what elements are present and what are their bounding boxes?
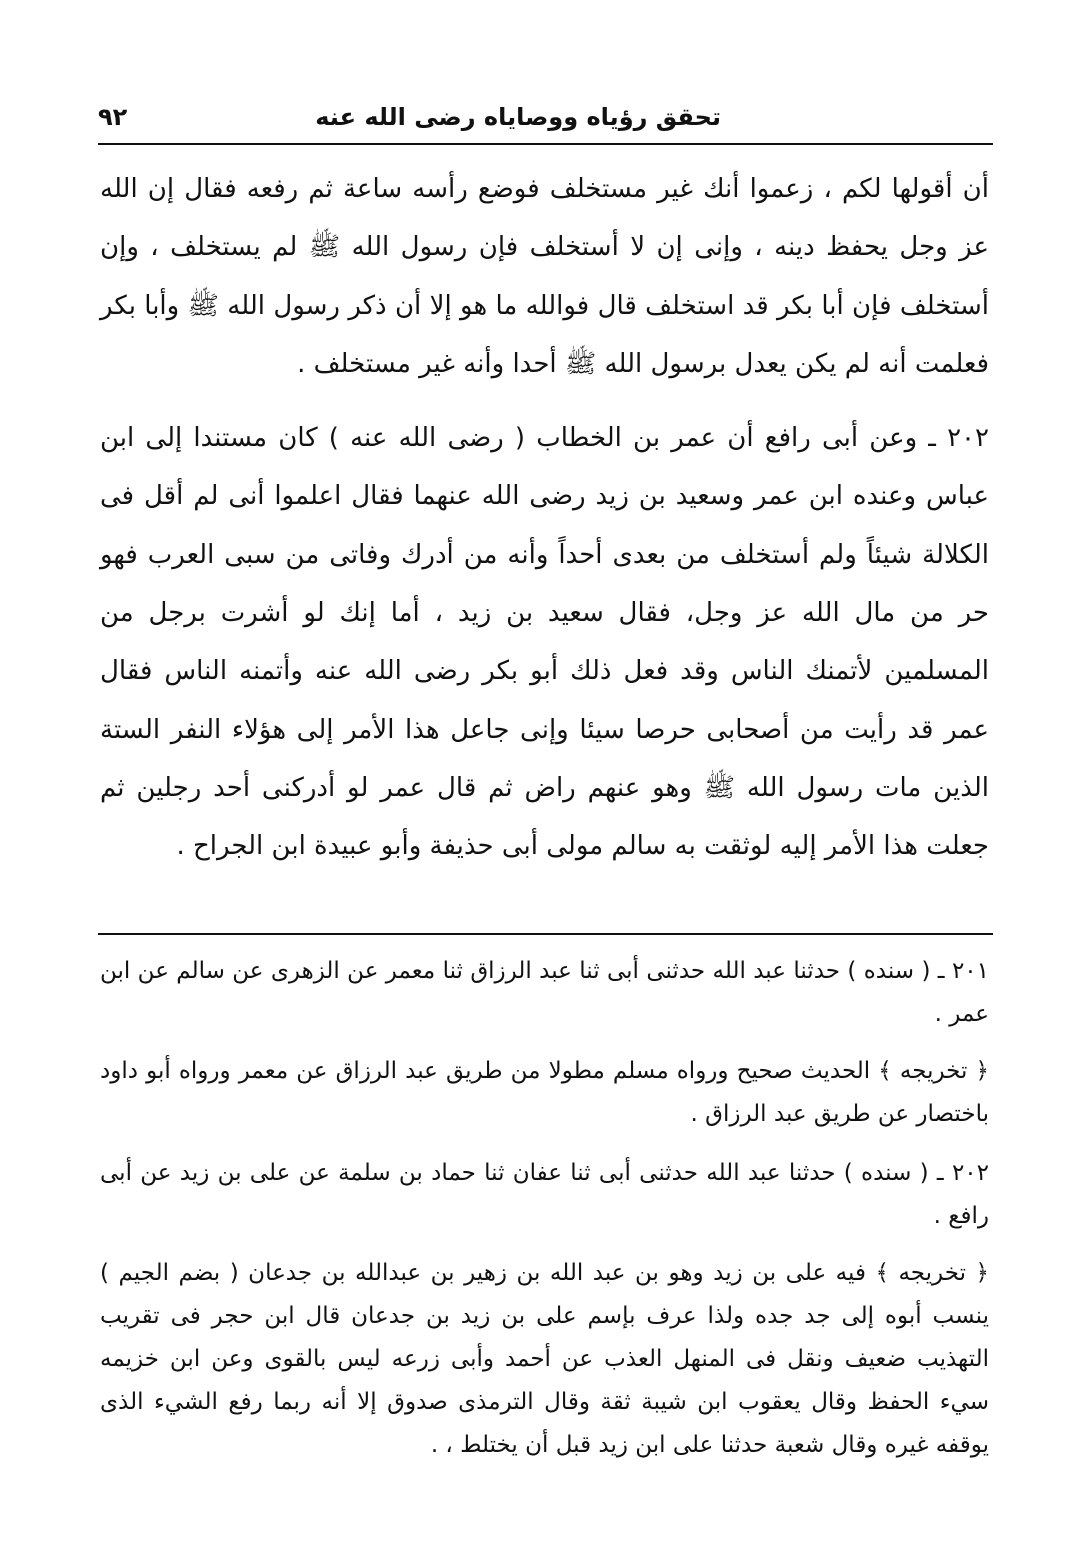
header-rule	[98, 143, 993, 145]
footnote-201-sanad: ٢٠١ ـ ( سنده ) حدثنا عبد الله حدثنى أبى ثنا عبد الرزاق ثنا معمر عن الزهرى عن سالم عن ابن عمر .	[100, 958, 989, 1027]
footnotes	[100, 950, 989, 1467]
page-number: ٩٢	[98, 103, 128, 131]
main-paragraph-1: أن أقولها لكم ، زعموا أنك غير مستخلف فوضع رأسه ساعة ثم رفعه فقال إن الله عز وجل يحفظ دينه ، وإنى إن لا أستخلف فإن رسول الله ﷺ لم يستخلف ، وإن أستخلف فإن أبا بكر قد استخلف قال فوالله ما هو إلا أن ذكر رسول الله ﷺ وأبا بكر فعلمت أنه لم يكن يعدل برسول الله ﷺ أحدا وأنه غير مستخلف .	[100, 174, 989, 379]
footnote-divider	[98, 933, 993, 935]
footnote-202-sanad: ٢٠٢ ـ ( سنده ) حدثنا عبد الله حدثنى أبى ثنا عفان ثنا حماد بن سلمة عن على بن زيد عن أبى رافع .	[100, 1160, 989, 1229]
main-text	[100, 160, 989, 876]
page-header	[98, 95, 991, 139]
running-title: تحقق رؤياه ووصاياه رضى الله عنه	[315, 103, 721, 131]
footnote-201-takhrij: ﴿ تخريجه ﴾ الحديث صحيح ورواه مسلم مطولا من طريق عبد الرزاق عن معمر ورواه أبو داود باختصار عن طريق عبد الرزاق .	[100, 1058, 989, 1127]
main-paragraph-2: ٢٠٢ ـ وعن أبى رافع أن عمر بن الخطاب ( رضى الله عنه ) كان مستندا إلى ابن عباس وعنده ابن عمر وسعيد بن زيد رضى الله عنهما فقال اعلموا أنى لم أقل فى الكلالة شيئاً ولم أستخلف من بعدى أحداً وأنه من أدرك وفاتى من سبى العرب فهو حر من مال الله عز وجل، فقال سعيد بن زيد ، أما إنك لو أشرت برجل من المسلمين لأتمنك الناس وقد فعل ذلك أبو بكر رضى الله عنه وأتمنه الناس فقال عمر قد رأيت من أصحابى حرصا سيئا وإنى جاعل هذا الأمر إلى هؤلاء النفر الستة الذين مات رسول الله ﷺ وهو عنهم راض ثم قال عمر لو أدركنى أحد رجلين ثم جعلت هذا الأمر إليه لوثقت به سالم مولى أبى حذيفة وأبو عبيدة ابن الجراح .	[100, 423, 989, 862]
footnote-202-takhrij: ﴿ تخريجه ﴾ فيه على بن زيد وهو بن عبد الله بن زهير بن عبدالله بن جدعان ( بضم الجيم ) ينسب أبوه إلى جد جده ولذا عرف بإسم على بن زيد بن جدعان قال ابن حجر فى تقريب التهذيب ضعيف ونقل فى المنهل العذب عن أحمد وأبى زرعه ليس بالقوى وعن ابن خزيمه سيء الحفظ وقال يعقوب ابن شيبة ثقة وقال الترمذى صدوق إلا أنه ربما رفع الشيء الذى يوقفه غيره وقال شعبة حدثنا على ابن زيد قبل أن يختلط ، .	[100, 1260, 989, 1458]
